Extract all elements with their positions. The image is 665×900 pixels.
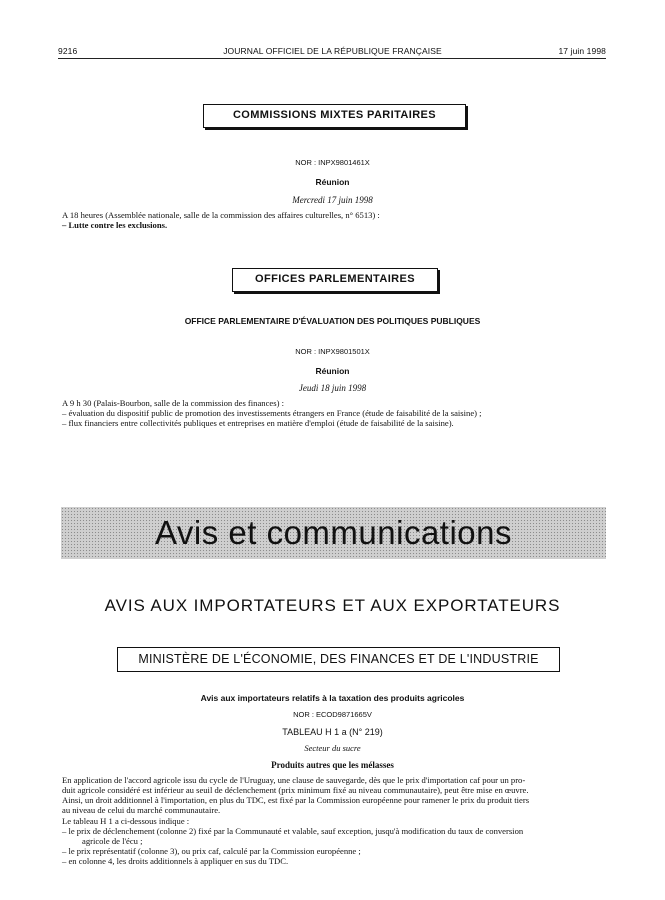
offices-reunion: Réunion: [315, 366, 350, 376]
section-title-offices: OFFICES PARLEMENTAIRES: [232, 268, 438, 292]
header-rule: [58, 58, 606, 59]
cmp-line-1: A 18 heures (Assemblée nationale, salle de la commission des affaires culturelles, n° 6513) :: [62, 210, 380, 220]
offices-line-1: A 9 h 30 (Palais-Bourbon, salle de la commission des finances) :: [62, 398, 284, 408]
cmp-date: Mercredi 17 juin 1998: [292, 195, 373, 205]
tableau-label: TABLEAU H 1 a (N° 219): [282, 727, 383, 737]
avis-paragraph-2a: Ainsi, un droit additionnel à l'importation, en plus du TDC, est fixé par la Commission européenne pour ramener le prix du produit tiers: [62, 795, 530, 805]
avis-section-title: AVIS AUX IMPORTATEURS ET AUX EXPORTATEURS: [104, 596, 561, 615]
cmp-nor: NOR : INPX9801461X: [295, 158, 370, 167]
secteur-label: Secteur du sucre: [304, 743, 361, 753]
cmp-line-2: – Lutte contre les exclusions.: [62, 220, 168, 230]
banner-title: Avis et communications: [154, 514, 513, 551]
avis-nor: NOR : ECOD9871665V: [293, 710, 372, 719]
offices-date: Jeudi 18 juin 1998: [298, 383, 367, 393]
offices-subtitle: OFFICE PARLEMENTAIRE D'ÉVALUATION DES POLITIQUES PUBLIQUES: [184, 316, 481, 326]
header-date: 17 juin 1998: [558, 46, 606, 56]
offices-line-2: – évaluation du dispositif public de promotion des investissements étrangers en France (étude de faisabilité de la saisine) ;: [62, 408, 482, 418]
offices-line-3: – flux financiers entre collectivités publiques et entreprises en matière d'emploi (étude de faisabilité de la saisine).: [62, 418, 454, 428]
ministere-box: MINISTÈRE DE L'ÉCONOMIE, DES FINANCES ET DE L'INDUSTRIE: [117, 647, 560, 672]
avis-paragraph-3: Le tableau H 1 a ci-dessous indique :: [62, 816, 190, 826]
journal-title: JOURNAL OFFICIEL DE LA RÉPUBLIQUE FRANÇAISE: [223, 46, 442, 56]
avis-paragraph-1b: duit agricole considéré est inférieur au seuil de déclenchement (prix minimum fixé au niveau communautaire), peut être mise en œuvre.: [62, 785, 529, 795]
avis-bullet-3: – en colonne 4, les droits additionnels à appliquer en sus du TDC.: [62, 856, 289, 866]
avis-bullet-1b: agricole de l'écu ;: [82, 836, 143, 846]
avis-heading: Avis aux importateurs relatifs à la taxation des produits agricoles: [200, 693, 465, 703]
produits-heading: Produits autres que les mélasses: [271, 760, 394, 770]
avis-paragraph-1a: En application de l'accord agricole issu du cycle de l'Uruguay, une clause de sauvegarde, dès que le prix d'importation caf pour un pro-: [62, 775, 526, 785]
offices-nor: NOR : INPX9801501X: [295, 347, 370, 356]
avis-paragraph-2b: au niveau de celui du marché communautaire.: [62, 805, 221, 815]
cmp-reunion: Réunion: [315, 177, 350, 187]
avis-bullet-2: – le prix représentatif (colonne 3), ou prix caf, calculé par la Commission européenne ;: [62, 846, 361, 856]
section-title-cmp: COMMISSIONS MIXTES PARITAIRES: [203, 104, 466, 128]
page-number: 9216: [58, 46, 78, 56]
avis-bullet-1a: – le prix de déclenchement (colonne 2) fixé par la Communauté et valable, sauf exception, jusqu'à modification du taux de conversion: [62, 826, 524, 836]
